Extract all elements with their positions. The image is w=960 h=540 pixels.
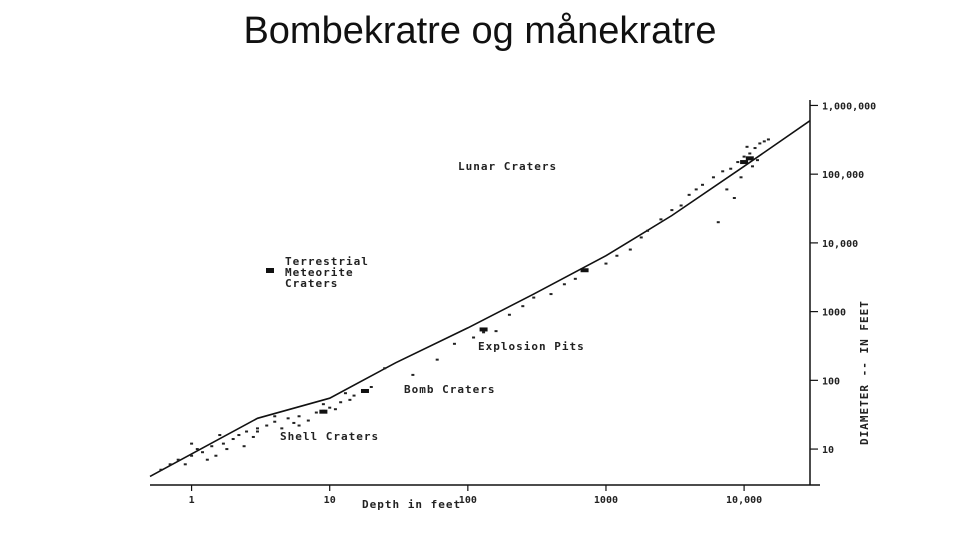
point-shell-craters [184,463,187,465]
point-shell-craters [225,448,228,450]
y-tick-label: 10 [822,445,835,457]
point-shell-craters [256,427,259,429]
point-lunar-craters [758,142,761,144]
point-explosion-pits [495,330,498,332]
point-explosion-pits [563,283,566,285]
annotation-bomb-craters: Bomb Craters [404,383,496,396]
point-shell-craters [159,469,162,471]
point-lunar-craters [756,159,759,161]
y-tick-label: 10,000 [822,238,859,250]
y-tick-label: 100 [822,376,841,388]
point-shell-craters [206,459,209,461]
point-explosion-pits [521,305,524,307]
axes [150,100,820,485]
x-tick-label: 100 [458,495,477,506]
point-shell-craters [252,436,255,438]
y-tick-label: 100,000 [822,170,865,182]
point-lunar-craters [754,147,757,149]
point-terrestrial-meteorite [581,268,589,272]
y-axis-label: DIAMETER -- IN FEET [858,300,871,445]
point-bomb-craters [292,422,295,424]
point-shell-craters [196,448,199,450]
point-lunar-craters [746,146,749,148]
point-lunar-craters [721,170,724,172]
point-bomb-craters [273,415,276,417]
point-shell-craters [232,438,235,440]
annotations [266,160,585,443]
point-bomb-craters [348,399,351,401]
chart-canvas [140,90,900,530]
point-terrestrial-meteorite [319,410,327,414]
point-bomb-craters [265,425,268,427]
point-explosion-pits [411,374,414,376]
point-lunar-craters [646,230,649,232]
point-lunar-craters [748,152,751,154]
x-tick-label: 10,000 [726,495,763,506]
point-lunar-craters [659,218,662,220]
point-bomb-craters [298,415,301,417]
series-trend-line [150,121,810,477]
point-explosion-pits [550,293,553,295]
point-lunar-craters [695,188,698,190]
point-lunar-craters [729,168,732,170]
point-lunar-craters [670,209,673,211]
x-tick-label: 10 [323,495,336,506]
point-lunar-craters [725,188,728,190]
y-tick-label: 1,000,000 [822,101,877,113]
point-shell-craters [243,445,246,447]
point-shell-craters [237,434,240,436]
point-shell-craters [210,445,213,447]
annotation-terrestrial-line-1: Terrestrial [285,255,369,268]
point-bomb-craters [273,421,276,423]
terrestrial-marker-icon [266,268,274,273]
point-bomb-craters [307,420,310,422]
point-explosion-pits [532,297,535,299]
point-terrestrial-meteorite [740,160,748,164]
point-terrestrial-meteorite [361,389,369,393]
annotation-shell-craters: Shell Craters [280,430,380,443]
point-bomb-craters [339,401,342,403]
point-shell-craters [177,459,180,461]
point-lunar-craters [615,255,618,257]
x-axis-label: Depth in feet [362,498,462,511]
point-lunar-craters [736,161,739,163]
point-lunar-craters [680,205,683,207]
point-bomb-craters [287,417,290,419]
point-explosion-pits [482,331,485,333]
point-lunar-craters [767,138,770,140]
point-lunar-craters [701,184,704,186]
point-explosion-pits [453,343,456,345]
point-lunar-craters [763,140,766,142]
point-bomb-craters [370,386,373,388]
annotation-lunar-craters: Lunar Craters [458,160,558,173]
point-lunar-craters [629,249,632,251]
point-lunar-craters [688,194,691,196]
point-lunar-craters [640,236,643,238]
point-shell-craters [190,443,193,445]
point-bomb-craters [334,408,337,410]
point-explosion-pits [472,337,475,339]
y-tick-label: 1000 [822,307,847,319]
point-bomb-craters [322,403,325,405]
point-explosion-pits [383,367,386,369]
point-shell-craters [245,431,248,433]
point-bomb-craters [315,412,318,414]
point-bomb-craters [256,431,259,433]
point-lunar-craters [751,165,754,167]
point-shell-craters [214,455,217,457]
point-explosion-pits [508,314,511,316]
point-shell-craters [218,434,221,436]
point-lunar-craters [740,176,743,178]
point-lunar-craters [712,176,715,178]
point-shell-craters [169,463,172,465]
point-lunar-craters [743,156,746,158]
point-terrestrial-meteorite [746,156,754,160]
point-bomb-craters [328,407,331,409]
page-title: Bombekratre og månekratre [243,10,717,52]
point-bomb-craters [353,395,356,397]
x-tick-label: 1000 [593,495,619,506]
annotation-terrestrial-line-3: Craters [285,277,339,290]
point-lunar-craters [733,197,736,199]
point-explosion-pits [436,359,439,361]
point-terrestrial-meteorite [480,327,488,331]
annotation-terrestrial-line-2: Meteorite [285,266,354,279]
annotation-explosion-pits: Explosion Pits [478,340,585,353]
point-lunar-craters [604,263,607,265]
point-shell-craters [201,451,204,453]
point-explosion-pits [574,278,577,280]
x-tick-label: 1 [188,495,195,506]
trend-line-layer [150,121,810,477]
point-shell-craters [190,455,193,457]
point-bomb-craters [298,425,301,427]
point-lunar-craters [717,221,720,223]
point-shell-craters [222,443,225,445]
point-bomb-craters [344,392,347,394]
crater-chart [140,90,900,530]
